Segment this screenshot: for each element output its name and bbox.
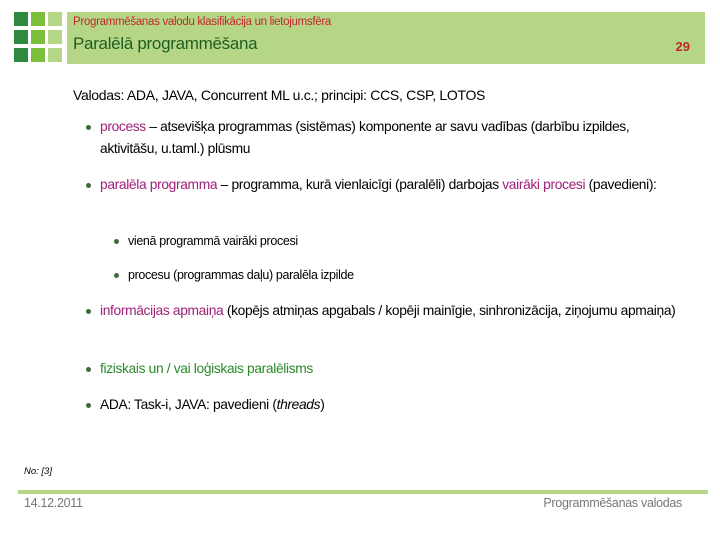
slide-subtitle: Programmēšanas valodu klasifikācija un lietojumsfēra <box>73 16 331 28</box>
bullet-icon <box>86 125 91 130</box>
intro-line: Valodas: ADA, JAVA, Concurrent ML u.c.; principi: CCS, CSP, LOTOS <box>73 87 486 103</box>
source-note: No: [3] <box>24 466 52 477</box>
bullet-process: process – atsevišķa programmas (sistēmas) komponente ar savu vadības (darbību izpildes, aktivitāšu, u.taml.) plūsmu <box>100 119 630 156</box>
bullet-icon <box>86 367 91 372</box>
bullet-icon <box>114 239 119 244</box>
bullet-icon <box>86 309 91 314</box>
bullet-icon <box>114 273 119 278</box>
footer-course: Programmēšanas valodas <box>543 496 682 510</box>
slide-number: 29 <box>675 39 690 54</box>
bullet-icon <box>86 403 91 408</box>
bullet-icon <box>86 183 91 188</box>
subbullet-2: procesu (programmas daļu) paralēla izpilde <box>128 268 354 282</box>
subbullet-1: vienā programmā vairāki procesi <box>128 234 298 248</box>
bullet-ada-java: ADA: Task-i, JAVA: pavedieni (threads) <box>100 397 325 412</box>
bullet-info-exchange: informācijas apmaiņa (kopējs atmiņas apgabals / kopēji mainīgie, sinhronizācija, ziņojumu apmaiņa) <box>100 303 676 318</box>
footer-divider <box>18 490 708 494</box>
slide-title: Paralēlā programmēšana <box>73 34 258 53</box>
bullet-parallelism: fiziskais un / vai loģiskais paralēlisms <box>100 361 313 376</box>
footer-date: 14.12.2011 <box>24 496 83 510</box>
bullet-parallel-program: paralēla programma – programma, kurā vienlaicīgi (paralēli) darbojas vairāki procesi (pavedieni): <box>100 177 657 192</box>
